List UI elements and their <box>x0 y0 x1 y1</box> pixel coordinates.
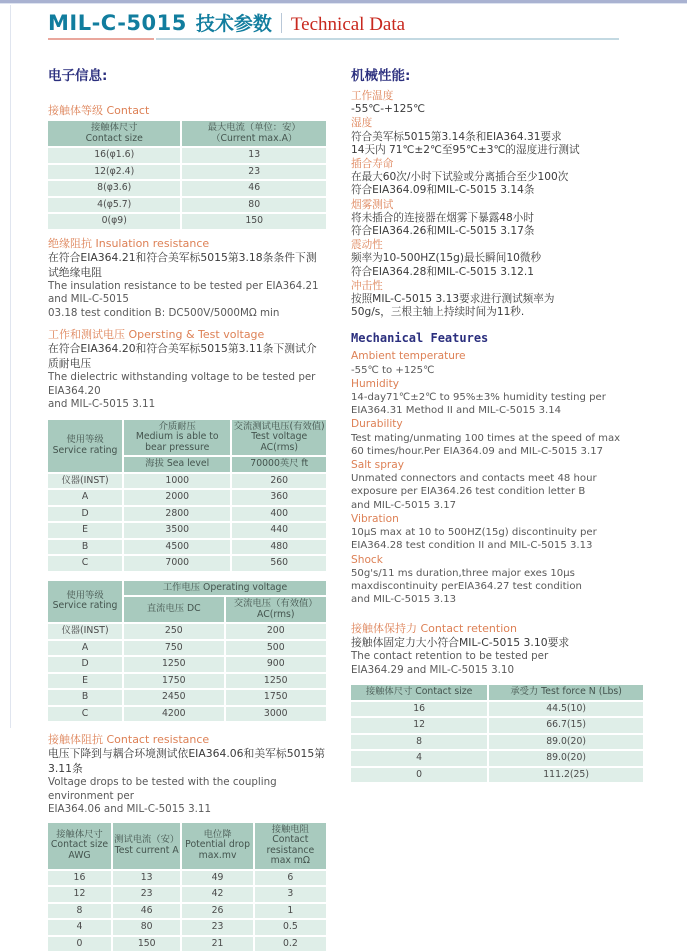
header-cn: 使用等级 <box>49 435 121 446</box>
cell-drop: 23 <box>181 919 253 936</box>
title-divider <box>281 13 282 33</box>
spec-heading: 震动性 <box>351 239 643 252</box>
header-cell: 70000英尺 ft <box>231 456 326 473</box>
contact-retention-heading: 接触体保持力 Contact retention <box>351 622 643 635</box>
cell-sea: 2000 <box>123 489 231 506</box>
cell-rating: C <box>48 706 123 722</box>
header-cn: 接触体尺寸 <box>49 830 110 841</box>
header-en: Potential drop <box>183 840 251 851</box>
cell-rating: A <box>48 489 123 506</box>
table-row <box>48 506 326 523</box>
table-row <box>48 706 326 722</box>
cell-drop: 21 <box>181 936 253 951</box>
table-header-row <box>351 685 643 701</box>
contact-current-table <box>48 121 326 229</box>
cell-ft: 260 <box>231 473 326 490</box>
header-cn: 电位降 <box>183 830 251 841</box>
table-row <box>48 903 326 920</box>
cell-resistance: 0.2 <box>254 936 326 951</box>
cell-ft: 560 <box>231 555 326 571</box>
cell-current: 23 <box>112 886 182 903</box>
header-cell <box>181 823 253 870</box>
cell-awg: 0 <box>48 936 112 951</box>
cell-ac: 200 <box>225 623 326 640</box>
table-row <box>351 750 643 767</box>
cell-rating: 仪器(INST) <box>48 623 123 640</box>
cell-drop: 26 <box>181 903 253 920</box>
header-cell: 交流电压（有效值）AC(rms) <box>225 596 326 623</box>
cell-rating: E <box>48 673 123 690</box>
table-row <box>48 870 326 887</box>
cell-ft: 440 <box>231 522 326 539</box>
electronic-info-column <box>48 58 326 951</box>
insulation-cn: 在符合EIA364.21和符合美军标5015第3.18条条件下测试绝缘电阻 <box>48 250 326 280</box>
table-header-row <box>48 420 326 457</box>
cell-dc: 1250 <box>123 656 224 673</box>
header-cn: 最大电流（单位：安） <box>183 123 325 134</box>
cell-ac: 900 <box>225 656 326 673</box>
mechanical-en-specs <box>351 350 643 606</box>
mechanical-section-title: 机械性能: <box>351 64 643 84</box>
spec-lines: 将未插合的连接器在烟雾下暴露48小时 符合EIA364.26和MIL-C-5015 3.17条 <box>351 212 643 238</box>
cell-awg: 4 <box>48 919 112 936</box>
page-title-en: Technical Data <box>291 14 405 36</box>
spec-lines: 14-day71℃±2℃ to 95%±3% humidity testing per EIA364.31 Method II and MIL-C-5015 3.14 <box>351 391 643 417</box>
cell-size: 4 <box>351 750 488 767</box>
cell-rating: C <box>48 555 123 571</box>
spec-item-shock-cn <box>351 280 643 320</box>
table-row <box>48 213 326 229</box>
header-cell <box>48 121 181 147</box>
table-header-row <box>48 823 326 870</box>
table-row <box>48 623 326 640</box>
spec-heading: 插合寿命 <box>351 158 643 171</box>
table-row <box>48 522 326 539</box>
header-cell: 海拔 Sea level <box>123 456 231 473</box>
spec-item-ambient-temp <box>351 350 643 376</box>
voltage-heading: 工作和测试电压 Opersting & Test voltage <box>48 328 326 341</box>
top-border-bar <box>0 0 687 4</box>
cell-current: 13 <box>112 870 182 887</box>
spec-lines: 频率为10-500HZ(15g)最长瞬间10微秒 符合EIA364.28和MIL-C-5015 3.12.1 <box>351 252 643 278</box>
cell-size: 0 <box>351 767 488 783</box>
header-cell <box>48 581 123 624</box>
contact-resistance-table <box>48 823 326 951</box>
spec-lines: 10μS max at 10 to 500HZ(15g) discontinuity per EIA364.28 test condition II and MIL-C-5015 3.13 <box>351 526 643 552</box>
cell-dc: 1750 <box>123 673 224 690</box>
cell-size: 4(φ5.7) <box>48 197 181 214</box>
cell-rating: D <box>48 506 123 523</box>
table-row <box>48 656 326 673</box>
cell-awg: 8 <box>48 903 112 920</box>
header-en: Contact resistance <box>256 835 325 856</box>
contact-retention-en: The contact retention to be tested per EIA364.29 and MIL-C-5015 3.10 <box>351 650 643 677</box>
table-row <box>48 919 326 936</box>
table-row <box>48 555 326 571</box>
cell-ac: 1250 <box>225 673 326 690</box>
header-cell <box>181 121 326 147</box>
header-en: （Current max.A） <box>183 134 325 145</box>
cell-awg: 16 <box>48 870 112 887</box>
cell-ac: 500 <box>225 640 326 657</box>
page-header <box>48 9 405 36</box>
cell-resistance: 6 <box>254 870 326 887</box>
header-cn: 测试电流（安） <box>114 835 180 846</box>
header-unit: max.mv <box>183 851 251 862</box>
table-row <box>351 701 643 718</box>
header-en: Contact size AWG <box>49 840 110 861</box>
spec-item-vibration-cn <box>351 239 643 279</box>
header-cell <box>254 823 326 870</box>
header-cell: 直流电压 DC <box>123 596 224 623</box>
spec-item-salt-spray <box>351 459 643 512</box>
cell-drop: 42 <box>181 886 253 903</box>
spec-item-smoke-test <box>351 199 643 239</box>
cell-drop: 49 <box>181 870 253 887</box>
underline-pink-segment <box>48 38 154 40</box>
cell-size: 16 <box>351 701 488 718</box>
cell-size: 16(φ1.6) <box>48 147 181 164</box>
cell-sea: 4500 <box>123 539 231 556</box>
cell-force: 111.2(25) <box>488 767 643 783</box>
spec-lines: 在最大60次/小时下试验或分离插合至少100次 符合EIA364.09和MIL-C-5015 3.14条 <box>351 171 643 197</box>
header-cell <box>48 823 112 870</box>
cell-current: 80 <box>181 197 326 214</box>
left-border-line <box>10 5 11 728</box>
table-row <box>351 717 643 734</box>
cell-size: 0(φ9) <box>48 213 181 229</box>
cell-ft: 480 <box>231 539 326 556</box>
header-cn: 接触电阻 <box>256 825 325 836</box>
cell-force: 89.0(20) <box>488 734 643 751</box>
voltage-en: The dielectric withstanding voltage to be tested per EIA364.20 and MIL-C-5015 3.11 <box>48 371 326 412</box>
mechanical-features-title: Mechanical Features <box>351 331 643 345</box>
header-en: Contact size <box>49 134 179 145</box>
page-title-cn: 技术参数 <box>196 9 272 36</box>
table-row <box>48 473 326 490</box>
table-row <box>48 886 326 903</box>
table-row <box>48 689 326 706</box>
header-cn: 介质耐压 <box>125 422 229 433</box>
cell-rating: B <box>48 689 123 706</box>
spec-heading: 工作温度 <box>351 90 643 103</box>
table-row <box>48 673 326 690</box>
spec-heading: Ambient temperature <box>351 350 643 363</box>
insulation-heading: 绝缘阻抗 Insulation resistance <box>48 237 326 250</box>
header-cell: 工作电压 Operating voltage <box>123 581 326 597</box>
table-row <box>48 539 326 556</box>
cell-awg: 12 <box>48 886 112 903</box>
table-row <box>48 164 326 181</box>
spec-heading: 冲击性 <box>351 280 643 293</box>
page-title-model: MIL-C-5015 <box>48 11 187 35</box>
cell-size: 12 <box>351 717 488 734</box>
cell-dc: 750 <box>123 640 224 657</box>
header-cell <box>231 420 326 457</box>
cell-resistance: 0.5 <box>254 919 326 936</box>
table-row <box>48 197 326 214</box>
cell-dc: 250 <box>123 623 224 640</box>
table-header-row <box>48 581 326 597</box>
cell-current: 13 <box>181 147 326 164</box>
cell-sea: 1000 <box>123 473 231 490</box>
cell-current: 80 <box>112 919 182 936</box>
mechanical-column <box>351 58 643 951</box>
spec-heading: 湿度 <box>351 117 643 130</box>
mechanical-cn-specs <box>351 90 643 319</box>
retention-force-table <box>351 685 643 782</box>
cell-rating: 仪器(INST) <box>48 473 123 490</box>
spec-lines: -55℃ to +125℃ <box>351 364 643 377</box>
spec-heading: Shock <box>351 554 643 567</box>
cell-dc: 4200 <box>123 706 224 722</box>
header-cn: 交流测试电压(有效值) <box>233 422 325 433</box>
contact-retention-cn: 接触体固定力大小符合MIL-C-5015 3.10要求 <box>351 635 643 650</box>
cell-sea: 7000 <box>123 555 231 571</box>
cell-rating: A <box>48 640 123 657</box>
spec-item-humidity-en <box>351 378 643 418</box>
table-row <box>48 147 326 164</box>
header-cell: 承受力 Test force N (Lbs) <box>488 685 643 701</box>
spec-heading: Durability <box>351 418 643 431</box>
contact-grade-heading: 接触体等级 Contact <box>48 104 326 117</box>
header-cell: 接触体尺寸 Contact size <box>351 685 488 701</box>
spec-item-shock-en <box>351 554 643 607</box>
header-cn: 接触体尺寸 <box>49 123 179 134</box>
header-cn: 使用等级 <box>49 591 121 602</box>
spec-lines: 按照MIL-C-5015 3.13要求进行测试频率为 50g/s，三根主轴上持续时间为11秒. <box>351 293 643 319</box>
cell-sea: 3500 <box>123 522 231 539</box>
cell-force: 89.0(20) <box>488 750 643 767</box>
table-row <box>48 180 326 197</box>
table-row <box>48 489 326 506</box>
cell-sea: 2800 <box>123 506 231 523</box>
contact-resistance-en: Voltage drops to be tested with the coupling environment per EIA364.06 and MIL-C-5015 3.11 <box>48 776 326 817</box>
cell-ac: 1750 <box>225 689 326 706</box>
cell-force: 66.7(15) <box>488 717 643 734</box>
header-cell <box>48 420 123 473</box>
cell-rating: E <box>48 522 123 539</box>
header-en: Test voltage AC(rms) <box>233 432 325 453</box>
spec-lines: -55℃-+125℃ <box>351 103 643 116</box>
voltage-cn: 在符合EIA364.20和符合美军标5015第3.11条下测试介质耐电压 <box>48 341 326 371</box>
cell-current: 150 <box>112 936 182 951</box>
insulation-en: The insulation resistance to be tested per EIA364.21 and MIL-C-5015 03.18 test condition B: DC500V/5000MΩ min <box>48 280 326 321</box>
table-row <box>351 734 643 751</box>
cell-size: 8(φ3.6) <box>48 180 181 197</box>
cell-ac: 3000 <box>225 706 326 722</box>
underline-blue-segment <box>156 38 619 40</box>
cell-dc: 2450 <box>123 689 224 706</box>
cell-ft: 360 <box>231 489 326 506</box>
header-cell <box>123 420 231 457</box>
spec-item-vibration-en <box>351 513 643 553</box>
header-en: Service rating <box>49 446 121 457</box>
cell-force: 44.5(10) <box>488 701 643 718</box>
header-en: Test current A <box>114 846 180 857</box>
spec-lines: Test mating/unmating 100 times at the speed of max 60 times/hour.Per EIA364.09 and MIL-C-5015 3.17 <box>351 432 643 458</box>
table-row <box>48 936 326 951</box>
spec-item-humidity-cn <box>351 117 643 157</box>
cell-current: 150 <box>181 213 326 229</box>
spec-lines: 符合美军标5015第3.14条和EIA364.31要求 14天内 71℃±2℃至95℃±3℃的湿度进行测试 <box>351 131 643 157</box>
spec-heading: Salt spray <box>351 459 643 472</box>
contact-resistance-cn: 电压下降到与耦合环境测试依EIA364.06和美军标5015第3.11条 <box>48 746 326 776</box>
spec-item-operating-temp <box>351 90 643 116</box>
operating-voltage-table <box>48 581 326 722</box>
spec-item-durability <box>351 418 643 458</box>
header-en: Medium is able to bear pressure <box>125 432 229 453</box>
table-row <box>48 640 326 657</box>
spec-item-mating-life <box>351 158 643 198</box>
table-row <box>351 767 643 783</box>
cell-resistance: 3 <box>254 886 326 903</box>
header-cell <box>112 823 182 870</box>
electronic-section-title: 电子信息: <box>48 64 326 84</box>
test-voltage-table <box>48 420 326 571</box>
spec-heading: 烟雾测试 <box>351 199 643 212</box>
table-header-row <box>48 121 326 147</box>
cell-size: 12(φ2.4) <box>48 164 181 181</box>
cell-ft: 400 <box>231 506 326 523</box>
title-underline <box>48 38 619 40</box>
cell-current: 46 <box>181 180 326 197</box>
spec-heading: Vibration <box>351 513 643 526</box>
cell-rating: B <box>48 539 123 556</box>
spec-lines: Unmated connectors and contacts meet 48 hour exposure per EIA364.26 test condition letter B and MIL-C-5015 3.17 <box>351 472 643 512</box>
cell-current: 46 <box>112 903 182 920</box>
spec-heading: Humidity <box>351 378 643 391</box>
contact-resistance-heading: 接触体阻抗 Contact resistance <box>48 733 326 746</box>
spec-lines: 50g's/11 ms duration,three major exes 10μs maxdiscontinuity perEIA364.27 test condition and MIL-C-5015 3.13 <box>351 567 643 607</box>
cell-resistance: 1 <box>254 903 326 920</box>
cell-current: 23 <box>181 164 326 181</box>
header-en: Service rating <box>49 601 121 612</box>
header-unit: max mΩ <box>256 856 325 867</box>
cell-rating: D <box>48 656 123 673</box>
cell-size: 8 <box>351 734 488 751</box>
